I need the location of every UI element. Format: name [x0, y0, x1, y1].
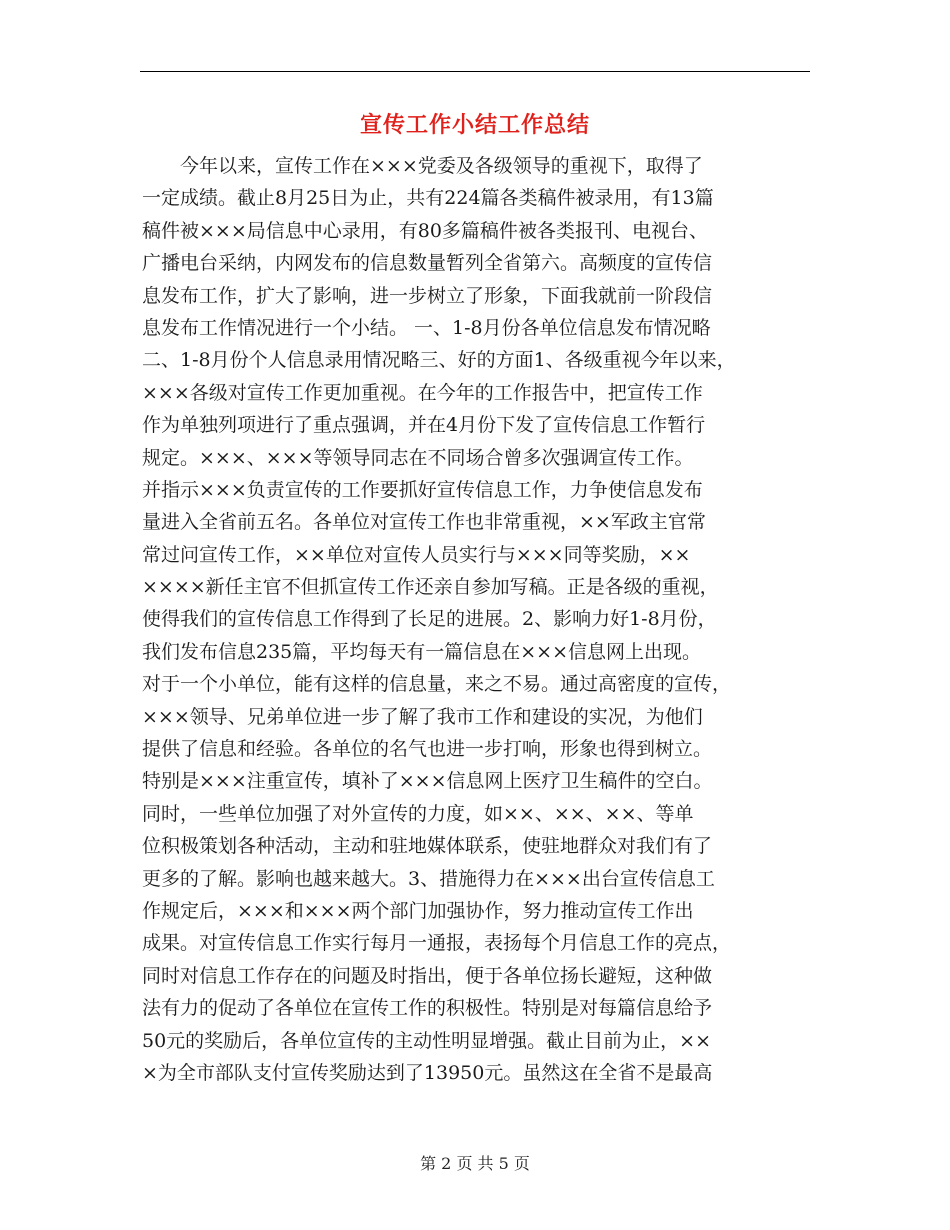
- body-text-line: ×为全市部队支付宣传奖励达到了13950元。虽然这在全省不是最高: [142, 1061, 713, 1084]
- body-text-line: 特别是×××注重宣传，填补了×××信息网上医疗卫生稿件的空白。: [142, 770, 713, 793]
- body-text-line: 我们发布信息235篇，平均每天有一篇信息在×××信息网上出现。: [142, 640, 702, 663]
- body-text-line: 提供了信息和经验。各单位的名气也进一步打响，形象也得到树立。: [142, 738, 713, 761]
- document-body: [142, 150, 812, 1089]
- body-text-line: 对于一个小单位，能有这样的信息量，来之不易。通过高密度的宣传，: [142, 673, 732, 696]
- body-text-line: 法有力的促动了各单位在宣传工作的积极性。特别是对每篇信息给予: [142, 997, 713, 1020]
- body-text-line: 同时，一些单位加强了对外宣传的力度，如××、××、××、等单: [142, 802, 694, 825]
- body-text-line: 同时对信息工作存在的问题及时指出，便于各单位扬长避短，这种做: [142, 964, 713, 987]
- page-number-footer: 第 2 页 共 5 页: [420, 1154, 530, 1173]
- body-text-line: 一定成绩。截止8月25日为止，共有224篇各类稿件被录用，有13篇: [142, 187, 714, 210]
- body-text-line: 作规定后，×××和×××两个部门加强协作，努力推动宣传工作出: [142, 899, 694, 922]
- body-text-line: ××××新任主官不但抓宣传工作还亲自参加写稿。正是各级的重视，: [142, 576, 719, 599]
- body-text-line: 常过问宣传工作，××单位对宣传人员实行与×××同等奖励，××: [142, 543, 691, 566]
- body-text-line: ×××领导、兄弟单位进一步了解了我市工作和建设的实况，为他们: [142, 705, 703, 728]
- body-text-line: 位积极策划各种活动，主动和驻地媒体联系，使驻地群众对我们有了: [142, 835, 713, 858]
- document-title: 宣传工作小结工作总结: [359, 112, 590, 138]
- body-text-line: 规定。×××、×××等领导同志在不同场合曾多次强调宣传工作。: [142, 446, 694, 469]
- body-text-line: 成果。对宣传信息工作实行每月一通报，表扬每个月信息工作的亮点，: [142, 932, 732, 955]
- body-text-line: 更多的了解。影响也越来越大。3、措施得力在×××出台宣传信息工: [142, 867, 715, 890]
- body-text-line: ×××各级对宣传工作更加重视。在今年的工作报告中，把宣传工作: [142, 381, 703, 404]
- body-text-line: 息发布工作，扩大了影响，进一步树立了形象，下面我就前一阶段信: [142, 284, 713, 307]
- body-text-line: 使得我们的宣传信息工作得到了长足的进展。2、影响力好1-8月份，: [142, 608, 717, 631]
- header-rule: [140, 71, 810, 72]
- body-text-line: 广播电台采纳，内网发布的信息数量暂列全省第六。高频度的宣传信: [142, 252, 713, 275]
- body-text-line: 今年以来，宣传工作在×××党委及各级领导的重视下，取得了: [142, 155, 703, 177]
- body-text-line: 50元的奖励后，各单位宣传的主动性明显增强。截止目前为止，××: [142, 1029, 712, 1052]
- body-text-line: 量进入全省前五名。各单位对宣传工作也非常重视，××军政主官常: [142, 511, 706, 534]
- body-text-line: 并指示×××负责宣传的工作要抓好宣传信息工作，力争使信息发布: [142, 478, 703, 501]
- body-text-line: 息发布工作情况进行一个小结。 一、1-8月份各单位信息发布情况略: [142, 316, 711, 339]
- body-text-line: 稿件被×××局信息中心录用，有80多篇稿件被各类报刊、电视台、: [142, 219, 708, 242]
- body-text-line: 二、1-8月份个人信息录用情况略三、好的方面1、各级重视今年以来，: [142, 349, 736, 372]
- body-text-line: 作为单独列项进行了重点强调，并在4月份下发了宣传信息工作暂行: [142, 414, 706, 437]
